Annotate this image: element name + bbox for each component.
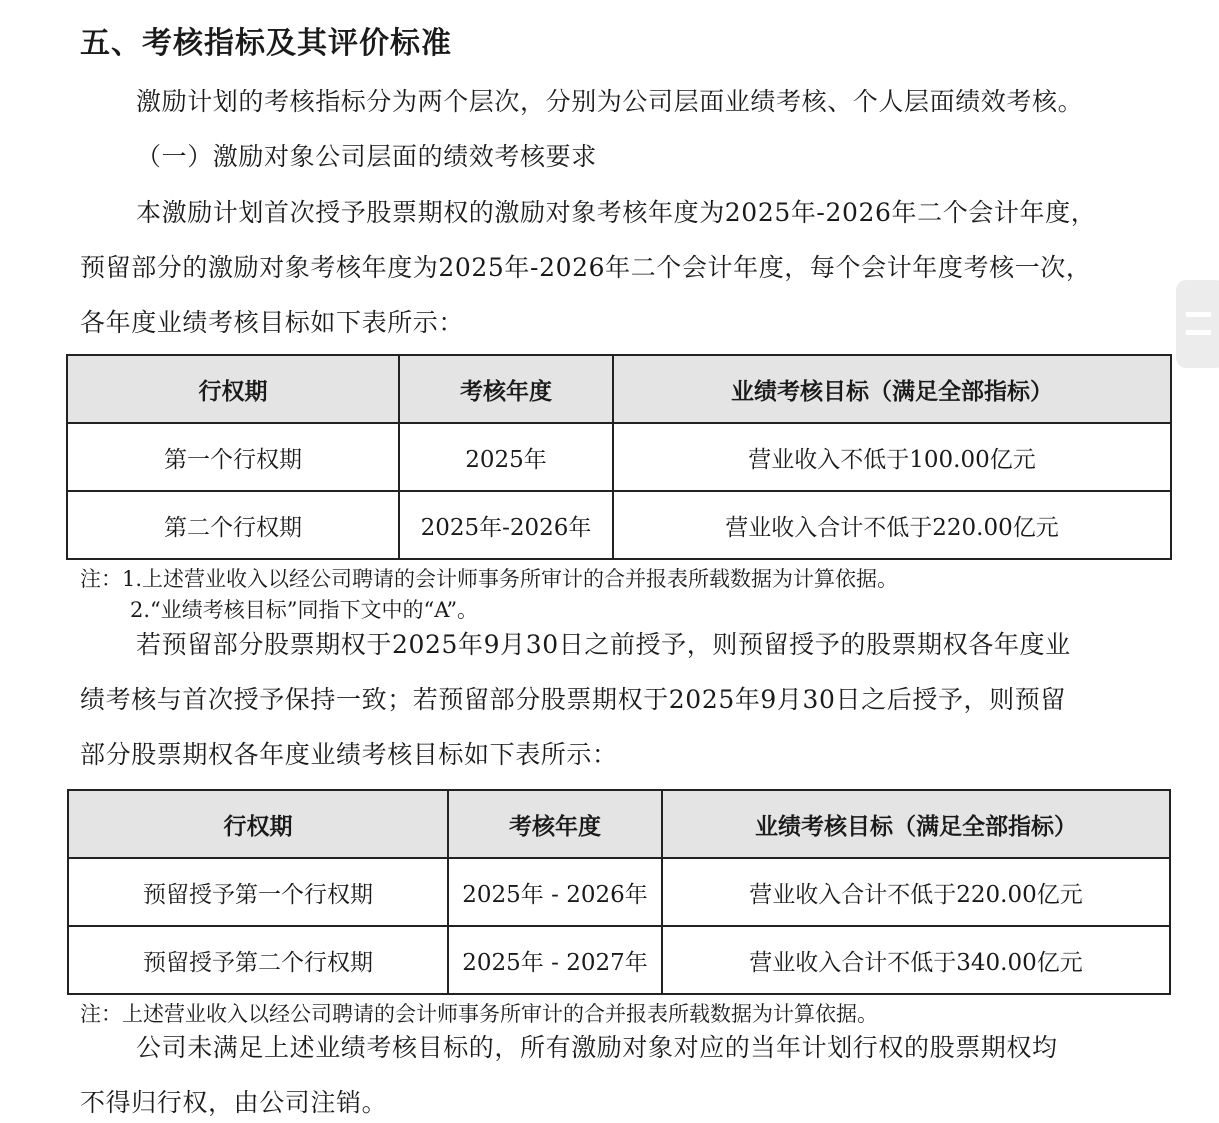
table-cell: 2025年 - 2027年 bbox=[448, 926, 662, 994]
table-header-row bbox=[68, 790, 1170, 858]
table-row bbox=[67, 491, 1171, 559]
paragraph: 部分股票期权各年度业绩考核目标如下表所示： bbox=[80, 740, 618, 769]
section-heading: 五、考核指标及其评价标准 bbox=[80, 26, 452, 61]
table-row bbox=[68, 858, 1170, 926]
table-cell: 营业收入不低于100.00亿元 bbox=[613, 423, 1171, 491]
table-cell: 预留授予第一个行权期 bbox=[68, 858, 448, 926]
header-cell: 考核年度 bbox=[399, 355, 613, 423]
table-note: 2.“业绩考核目标”同指下文中的“A”。 bbox=[130, 598, 479, 622]
table-cell: 营业收入合计不低于340.00亿元 bbox=[662, 926, 1170, 994]
table-note: 注：上述营业收入以经公司聘请的会计师事务所审计的合并报表所载数据为计算依据。 bbox=[80, 1002, 878, 1026]
performance-table-2 bbox=[67, 789, 1171, 995]
paragraph: 本激励计划首次授予股票期权的激励对象考核年度为2025年-2026年二个会计年度， bbox=[136, 198, 1097, 227]
handle-line-icon bbox=[1186, 312, 1211, 317]
paragraph: 各年度业绩考核目标如下表所示： bbox=[80, 308, 465, 337]
table-row bbox=[68, 926, 1170, 994]
performance-table-1 bbox=[66, 354, 1172, 560]
handle-line-icon bbox=[1186, 330, 1211, 335]
paragraph: 绩考核与首次授予保持一致；若预留部分股票期权于2025年9月30日之后授予，则预留 bbox=[80, 685, 1066, 714]
header-cell: 业绩考核目标（满足全部指标） bbox=[613, 355, 1171, 423]
table-cell: 营业收入合计不低于220.00亿元 bbox=[662, 858, 1170, 926]
paragraph: 预留部分的激励对象考核年度为2025年-2026年二个会计年度，每个会计年度考核一次， bbox=[80, 253, 1092, 282]
header-cell: 行权期 bbox=[68, 790, 448, 858]
table-cell: 营业收入合计不低于220.00亿元 bbox=[613, 491, 1171, 559]
subheading: （一）激励对象公司层面的绩效考核要求 bbox=[136, 142, 597, 171]
paragraph: 若预留部分股票期权于2025年9月30日之前授予，则预留授予的股票期权各年度业 bbox=[136, 630, 1071, 659]
header-cell: 行权期 bbox=[67, 355, 399, 423]
paragraph: 不得归行权，由公司注销。 bbox=[80, 1088, 388, 1117]
header-cell: 业绩考核目标（满足全部指标） bbox=[662, 790, 1170, 858]
table-cell: 2025年-2026年 bbox=[399, 491, 613, 559]
table-cell: 2025年 - 2026年 bbox=[448, 858, 662, 926]
table-cell: 2025年 bbox=[399, 423, 613, 491]
paragraph: 激励计划的考核指标分为两个层次，分别为公司层面业绩考核、个人层面绩效考核。 bbox=[136, 87, 1084, 116]
table-header-row bbox=[67, 355, 1171, 423]
paragraph: 公司未满足上述业绩考核目标的，所有激励对象对应的当年计划行权的股票期权均 bbox=[136, 1033, 1058, 1062]
table-row bbox=[67, 423, 1171, 491]
header-cell: 考核年度 bbox=[448, 790, 662, 858]
table-note: 注：1.上述营业收入以经公司聘请的会计师事务所审计的合并报表所载数据为计算依据。 bbox=[80, 567, 899, 591]
table-cell: 第二个行权期 bbox=[67, 491, 399, 559]
table-cell: 第一个行权期 bbox=[67, 423, 399, 491]
table-cell: 预留授予第二个行权期 bbox=[68, 926, 448, 994]
side-drawer-handle[interactable] bbox=[1176, 280, 1219, 368]
